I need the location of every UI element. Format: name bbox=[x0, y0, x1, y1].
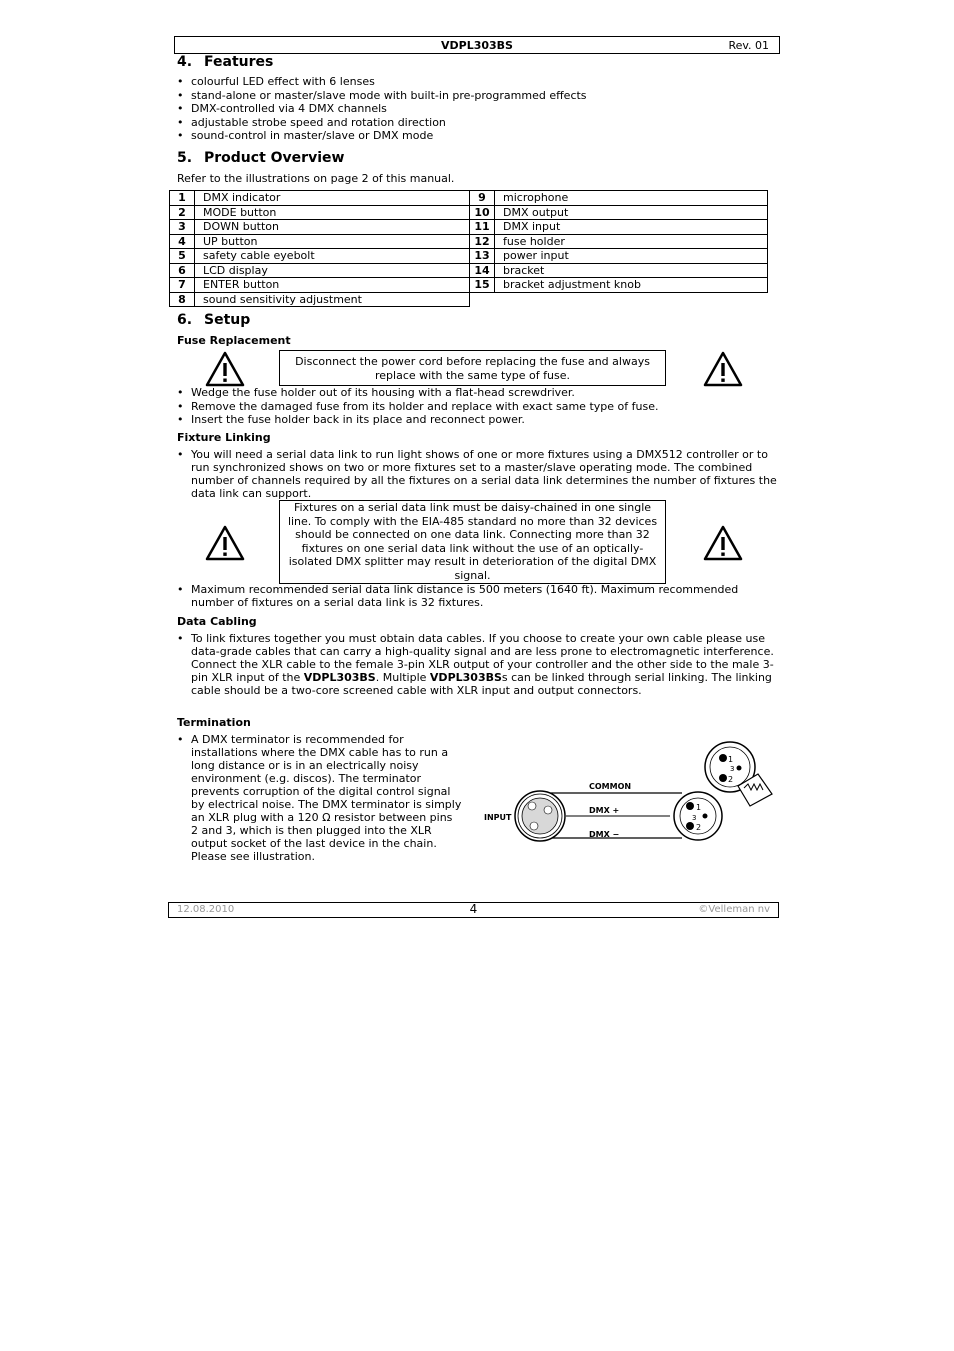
fuse-warning-box: Disconnect the power cord before replacing the fuse and always replace with the same type of fuse. bbox=[279, 350, 666, 386]
pin-label: 1 bbox=[696, 803, 702, 812]
data-cabling-list bbox=[177, 632, 777, 697]
page-footer bbox=[168, 902, 779, 918]
dmx-minus-label: DMX − bbox=[589, 830, 620, 839]
table-row: 3 DOWN button 11 DMX input bbox=[170, 220, 768, 235]
pin-label: 2 bbox=[696, 823, 702, 832]
fixture-limits-list bbox=[177, 583, 777, 609]
model-name: VDPL303BS bbox=[303, 671, 376, 684]
footer-date: 12.08.2010 bbox=[177, 904, 235, 915]
warning-triangle-icon bbox=[703, 525, 743, 561]
header-model: VDPL303BS bbox=[441, 39, 513, 52]
list-item: • Insert the fuse holder back in its place and reconnect power. bbox=[177, 413, 658, 427]
data-cabling-heading: Data Cabling bbox=[177, 615, 257, 628]
dmx-plus-label: DMX + bbox=[589, 806, 620, 815]
list-item: • Remove the damaged fuse from its holder and replace with exact same type of fuse. bbox=[177, 400, 658, 414]
overview-table bbox=[169, 190, 768, 307]
termination-heading: Termination bbox=[177, 716, 251, 729]
fuse-steps-list bbox=[177, 386, 658, 427]
fixture-warning-box: Fixtures on a serial data link must be daisy-chained in one single line. To comply with the EIA-485 standard no more than 32 devices should be connected on one data link. Connecting more than 32 fixtures on one serial data link without the use of an optically-isolated DMX splitter may result in deterioration of the digital DMX signal. bbox=[279, 500, 666, 584]
pin-label: 1 bbox=[728, 755, 734, 764]
input-label: INPUT bbox=[484, 813, 512, 822]
table-row: 6 LCD display 14 bracket bbox=[170, 263, 768, 278]
pin-label: 2 bbox=[728, 775, 734, 784]
fixture-linking-list bbox=[177, 448, 777, 500]
list-item: • sound-control in master/slave or DMX mode bbox=[177, 129, 587, 143]
list-item: • You will need a serial data link to run light shows of one or more fixtures using a DMX512 controller or to run synchronized shows on two or more fixtures set to a master/slave operating mode. The combined number of channels required by all the fixtures on a serial data link determines the number of fixtures the data link can support. bbox=[177, 448, 777, 500]
header-revision: Rev. 01 bbox=[728, 39, 769, 52]
overview-intro: Refer to the illustrations on page 2 of this manual. bbox=[177, 172, 455, 185]
list-item: • Wedge the fuse holder out of its housing with a flat-head screwdriver. bbox=[177, 386, 658, 400]
list-item: • A DMX terminator is recommended for installations where the DMX cable has to run a long distance or is in an electrically noisy environment (e.g. discos). The terminator prevents corruption of the digital control signal by electrical noise. The DMX terminator is simply an XLR plug with a 120 Ω resistor between pins 2 and 3, which is then plugged into the XLR output socket of the last device in the chain. Please see illustration. bbox=[177, 733, 462, 863]
list-item: • DMX-controlled via 4 DMX channels bbox=[177, 102, 587, 116]
table-row: 1 DMX indicator 9 microphone bbox=[170, 191, 768, 206]
features-heading: 4. Features bbox=[177, 54, 274, 70]
fixture-linking-heading: Fixture Linking bbox=[177, 431, 271, 444]
table-row: 5 safety cable eyebolt 13 power input bbox=[170, 249, 768, 264]
warning-triangle-icon bbox=[703, 351, 743, 387]
table-row: 2 MODE button 10 DMX output bbox=[170, 205, 768, 220]
pin-label: 3 bbox=[730, 765, 735, 773]
table-row: 7 ENTER button 15 bracket adjustment knob bbox=[170, 278, 768, 293]
warning-triangle-icon bbox=[205, 525, 245, 561]
footer-copyright: ©Velleman nv bbox=[698, 904, 770, 915]
list-item: • stand-alone or master/slave mode with built-in pre-programmed effects bbox=[177, 89, 587, 103]
features-list bbox=[177, 75, 587, 143]
table-row: 8 sound sensitivity adjustment bbox=[170, 292, 768, 307]
page-header bbox=[174, 36, 780, 54]
list-item: • To link fixtures together you must obtain data cables. If you choose to create your own cable please use data-grade cables that can carry a high-quality signal and are less prone to electromagnetic interference. Connect the XLR cable to the female 3-pin XLR output of your controller and the other side to the male 3-pin XLR input of the VDPL303BS. Multiple VDPL303BSs can be linked through serial linking. The linking cable should be a two-core screened cable with XLR input and output connectors. bbox=[177, 632, 777, 697]
page-number: 4 bbox=[469, 902, 478, 916]
model-name: VDPL303BS bbox=[429, 671, 502, 684]
list-item: • adjustable strobe speed and rotation direction bbox=[177, 116, 587, 130]
overview-heading: 5. Product Overview bbox=[177, 150, 345, 166]
list-item: • colourful LED effect with 6 lenses bbox=[177, 75, 587, 89]
warning-triangle-icon bbox=[205, 351, 245, 387]
dmx-terminator-diagram bbox=[482, 740, 778, 848]
fuse-replacement-heading: Fuse Replacement bbox=[177, 334, 291, 347]
setup-heading: 6. Setup bbox=[177, 312, 251, 328]
common-label: COMMON bbox=[589, 782, 632, 791]
list-item: • Maximum recommended serial data link distance is 500 meters (1640 ft). Maximum recommended number of fixtures on a serial data link is 32 fixtures. bbox=[177, 583, 777, 609]
pin-label: 3 bbox=[692, 814, 697, 822]
termination-list bbox=[177, 733, 462, 863]
table-row: 4 UP button 12 fuse holder bbox=[170, 234, 768, 249]
